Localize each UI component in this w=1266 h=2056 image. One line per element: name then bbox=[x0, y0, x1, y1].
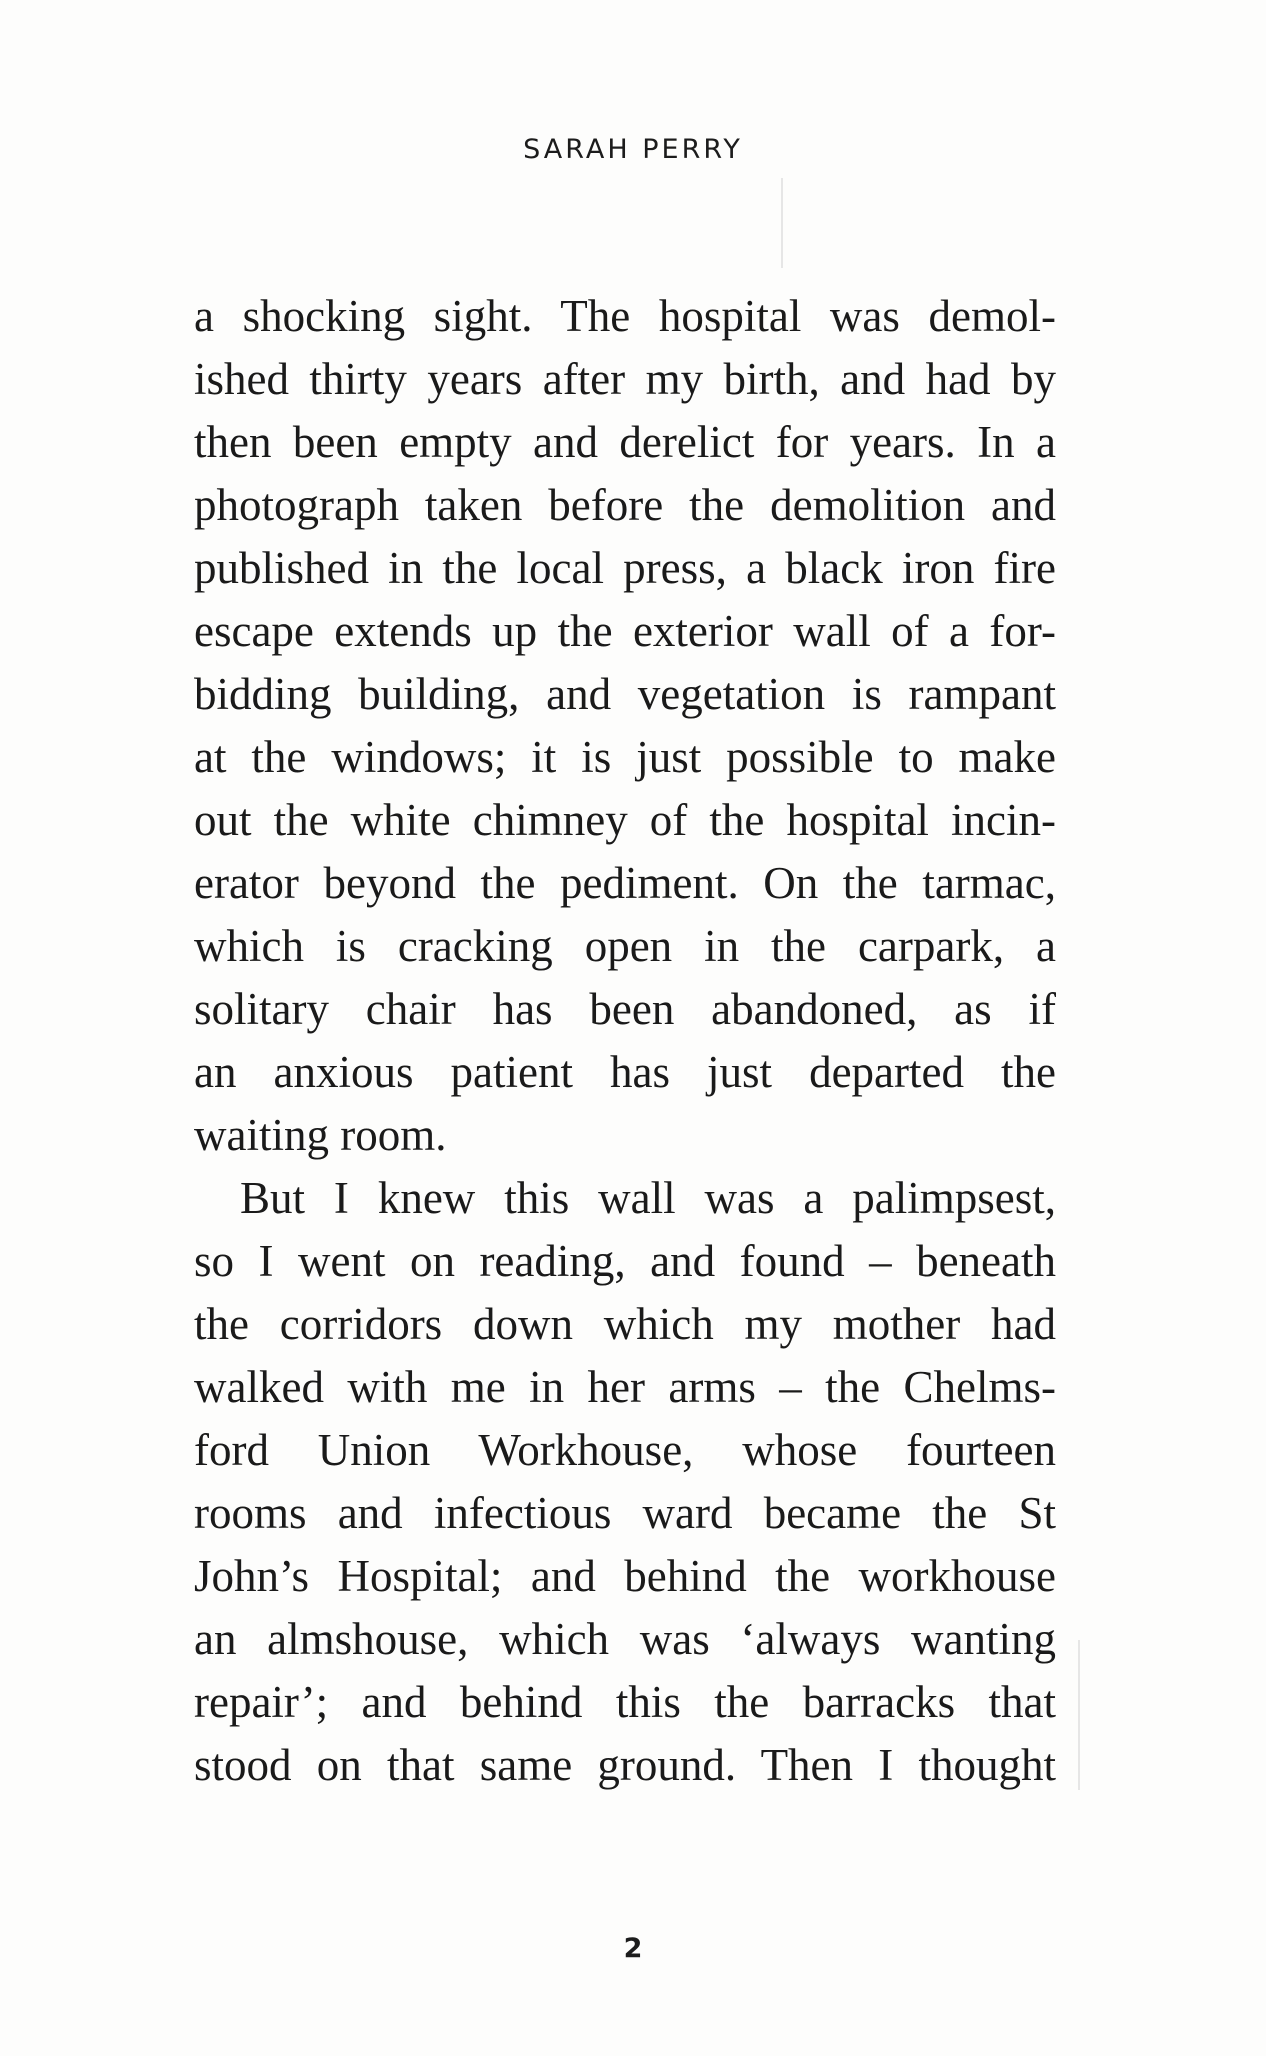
text-line: an anxious patient has just departed the bbox=[194, 1047, 1056, 1097]
text-line: erator beyond the pediment. On the tarmac, bbox=[194, 858, 1056, 908]
text-line: ished thirty years after my birth, and had by bbox=[194, 354, 1056, 404]
text-line: John’s Hospital; and behind the workhouse bbox=[194, 1551, 1056, 1601]
text-line: the corridors down which my mother had bbox=[194, 1299, 1056, 1349]
text-line: escape extends up the exterior wall of a for- bbox=[194, 606, 1056, 656]
text-line: repair’; and behind this the barracks that bbox=[194, 1677, 1056, 1727]
text-line: stood on that same ground. Then I thought bbox=[194, 1740, 1056, 1790]
text-line: at the windows; it is just possible to make bbox=[194, 732, 1056, 782]
text-line: waiting room. bbox=[194, 1110, 447, 1160]
text-line: solitary chair has been abandoned, as if bbox=[194, 984, 1056, 1034]
text-line: a shocking sight. The hospital was demol- bbox=[194, 291, 1056, 341]
text-line: published in the local press, a black iron fire bbox=[194, 543, 1056, 593]
text-line: then been empty and derelict for years. In a bbox=[194, 417, 1056, 467]
text-line: photograph taken before the demolition and bbox=[194, 480, 1056, 530]
text-line: ford Union Workhouse, whose fourteen bbox=[194, 1425, 1056, 1475]
text-line: bidding building, and vegetation is rampant bbox=[194, 669, 1056, 719]
text-line: so I went on reading, and found – beneath bbox=[194, 1236, 1056, 1286]
text-line: rooms and infectious ward became the St bbox=[194, 1488, 1056, 1538]
text-line: walked with me in her arms – the Chelms- bbox=[194, 1362, 1056, 1412]
scan-artifact-line bbox=[781, 178, 783, 268]
text-line: But I knew this wall was a palimpsest, bbox=[240, 1173, 1056, 1223]
text-line: an almshouse, which was ‘always wanting bbox=[194, 1614, 1056, 1664]
text-line: which is cracking open in the carpark, a bbox=[194, 921, 1056, 971]
text-line: out the white chimney of the hospital incin- bbox=[194, 795, 1056, 845]
scan-artifact-line bbox=[1078, 1640, 1080, 1790]
page-number: 2 bbox=[623, 1933, 643, 1964]
running-head: SARAH PERRY bbox=[523, 134, 743, 165]
body-text bbox=[194, 285, 1056, 1797]
